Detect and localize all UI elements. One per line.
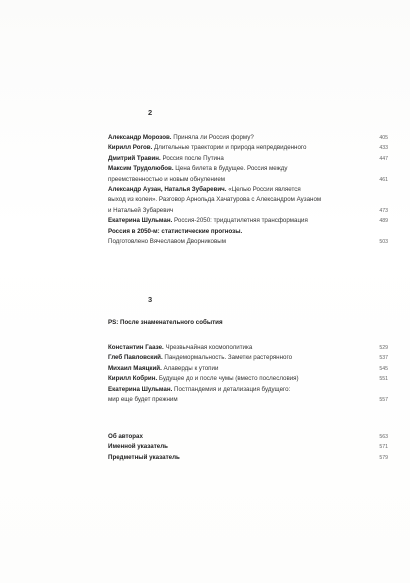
- page-number: 557: [379, 396, 388, 403]
- page-number: 489: [379, 218, 388, 225]
- toc-entry: Екатерина Шульман. Постпандемия и детализация будущего:: [108, 385, 291, 393]
- toc-entry: Константин Гаазе. Чрезвычайная космополитика 529: [108, 343, 388, 353]
- section-number-2: 2: [148, 108, 153, 117]
- toc-entry: Максим Трудолюбов. Цена билета в будущее. Россия между: [108, 165, 288, 173]
- page-number: 551: [379, 376, 388, 383]
- section-heading: PS: После знаменательного события: [108, 319, 223, 326]
- section-3-heading-block: [108, 318, 388, 328]
- page-number: 461: [379, 176, 388, 183]
- appendix-entries: [108, 432, 388, 463]
- toc-entry-continuation: выход из колеи». Разговор Арнольда Хачатурова с Александром Аузаном: [108, 196, 322, 204]
- page-number: 563: [379, 434, 388, 440]
- page-number: 529: [379, 345, 388, 351]
- toc-entry: Александр Морозов. Приняла ли Россия форму? 405: [108, 133, 388, 143]
- appendix-entry: Об авторах 563: [108, 432, 388, 442]
- page-number: 473: [379, 207, 388, 214]
- toc-entry: Кирилл Рогов. Длительные траектории и природа непредвиденного 433: [108, 143, 388, 153]
- page-number: 433: [379, 145, 388, 152]
- page-number: 405: [379, 135, 388, 141]
- toc-entry-continuation: и Натальей Зубаревич 473: [108, 206, 388, 216]
- page-number: 537: [379, 355, 388, 362]
- appendix-entry: Предметный указатель 579: [108, 453, 388, 463]
- toc-entry-continuation: Подготовлено Вячеславом Дворниковым 503: [108, 237, 388, 247]
- toc-entry-continuation: мир еще будет прежним 557: [108, 395, 388, 405]
- page-number: 503: [379, 238, 388, 245]
- appendix-entry: Именной указатель 571: [108, 442, 388, 452]
- toc-entry: Дмитрий Травин. Россия после Путина 447: [108, 154, 388, 164]
- toc-entry: Екатерина Шульман. Россия-2050: тридцатилетняя трансформация 489: [108, 216, 388, 226]
- toc-entry: Глеб Павловский. Пандемормальность. Заметки растерянного 537: [108, 353, 388, 363]
- toc-entry-continuation: преемственностью и новым обнулением 461: [108, 175, 388, 185]
- toc-entry: Михаил Маяцкий. Алаверды к утопии 545: [108, 364, 388, 374]
- section-2-entries: [108, 133, 388, 247]
- page-number: 447: [379, 155, 388, 162]
- toc-entry: Кирилл Кобрин. Будущее до и после чумы (вместо послесловия) 551: [108, 374, 388, 384]
- section-3-entries: [108, 343, 388, 405]
- page-number: 571: [379, 444, 388, 451]
- section-number-3: 3: [148, 295, 153, 304]
- toc-entry: Александр Аузан, Наталья Зубаревич. «Целью России является: [108, 185, 301, 193]
- toc-entry: Россия в 2050-м: статистические прогнозы.: [108, 227, 243, 235]
- page-number: 545: [379, 365, 388, 372]
- page-number: 579: [379, 454, 388, 461]
